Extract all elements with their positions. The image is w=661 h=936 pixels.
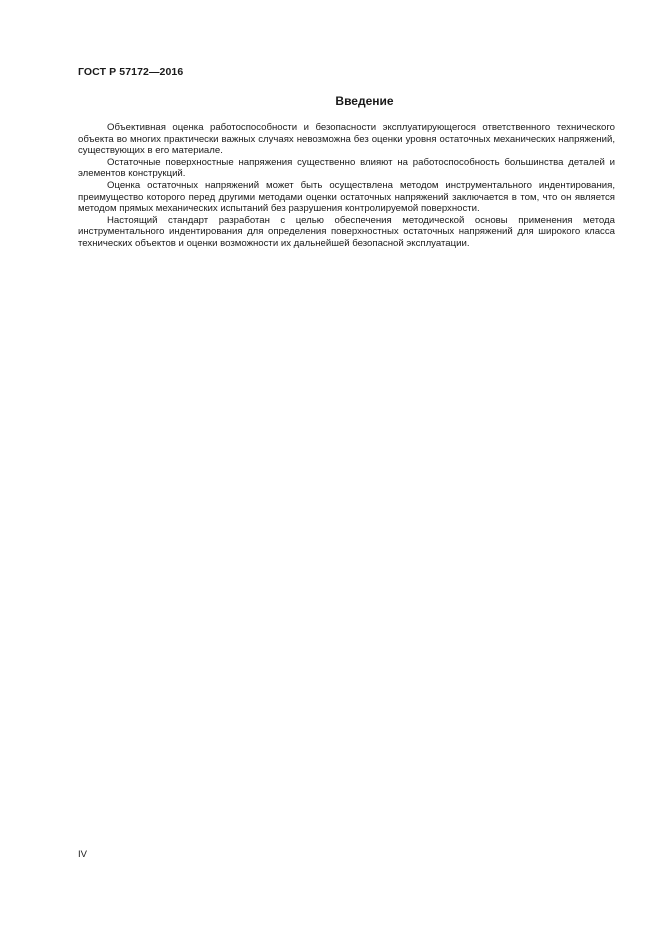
introduction-body: [78, 122, 615, 250]
paragraph-2: Остаточные поверхностные напряжения существенно влияют на работоспособность большинства деталей и элементов конструкций.: [78, 156, 615, 180]
paragraph-1: Объективная оценка работоспособности и безопасности эксплуатирующегося ответственного технического объекта во многих практически важных случаях невозможна без оценки уровня остаточных механических напряжений, существующих в его материале.: [78, 122, 615, 157]
paragraph-3: Оценка остаточных напряжений может быть осуществлена методом инструментального индентирования, преимущество которого перед другими методами оценки остаточных напряжений заключается в том, что он является методом прямых механических испытаний без разрушения контролируемой поверхности.: [78, 179, 615, 215]
paragraph-4: Настоящий стандарт разработан с целью обеспечения методической основы применения метода инструментального индентирования для определения поверхностных остаточных напряжений для широкого класса технических объектов и оценки возможности их дальнейшей безопасной эксплуатации.: [78, 214, 615, 249]
document-header: ГОСТ Р 57172—2016: [78, 66, 184, 78]
page-number: IV: [78, 849, 87, 860]
section-title: Введение: [335, 94, 394, 108]
